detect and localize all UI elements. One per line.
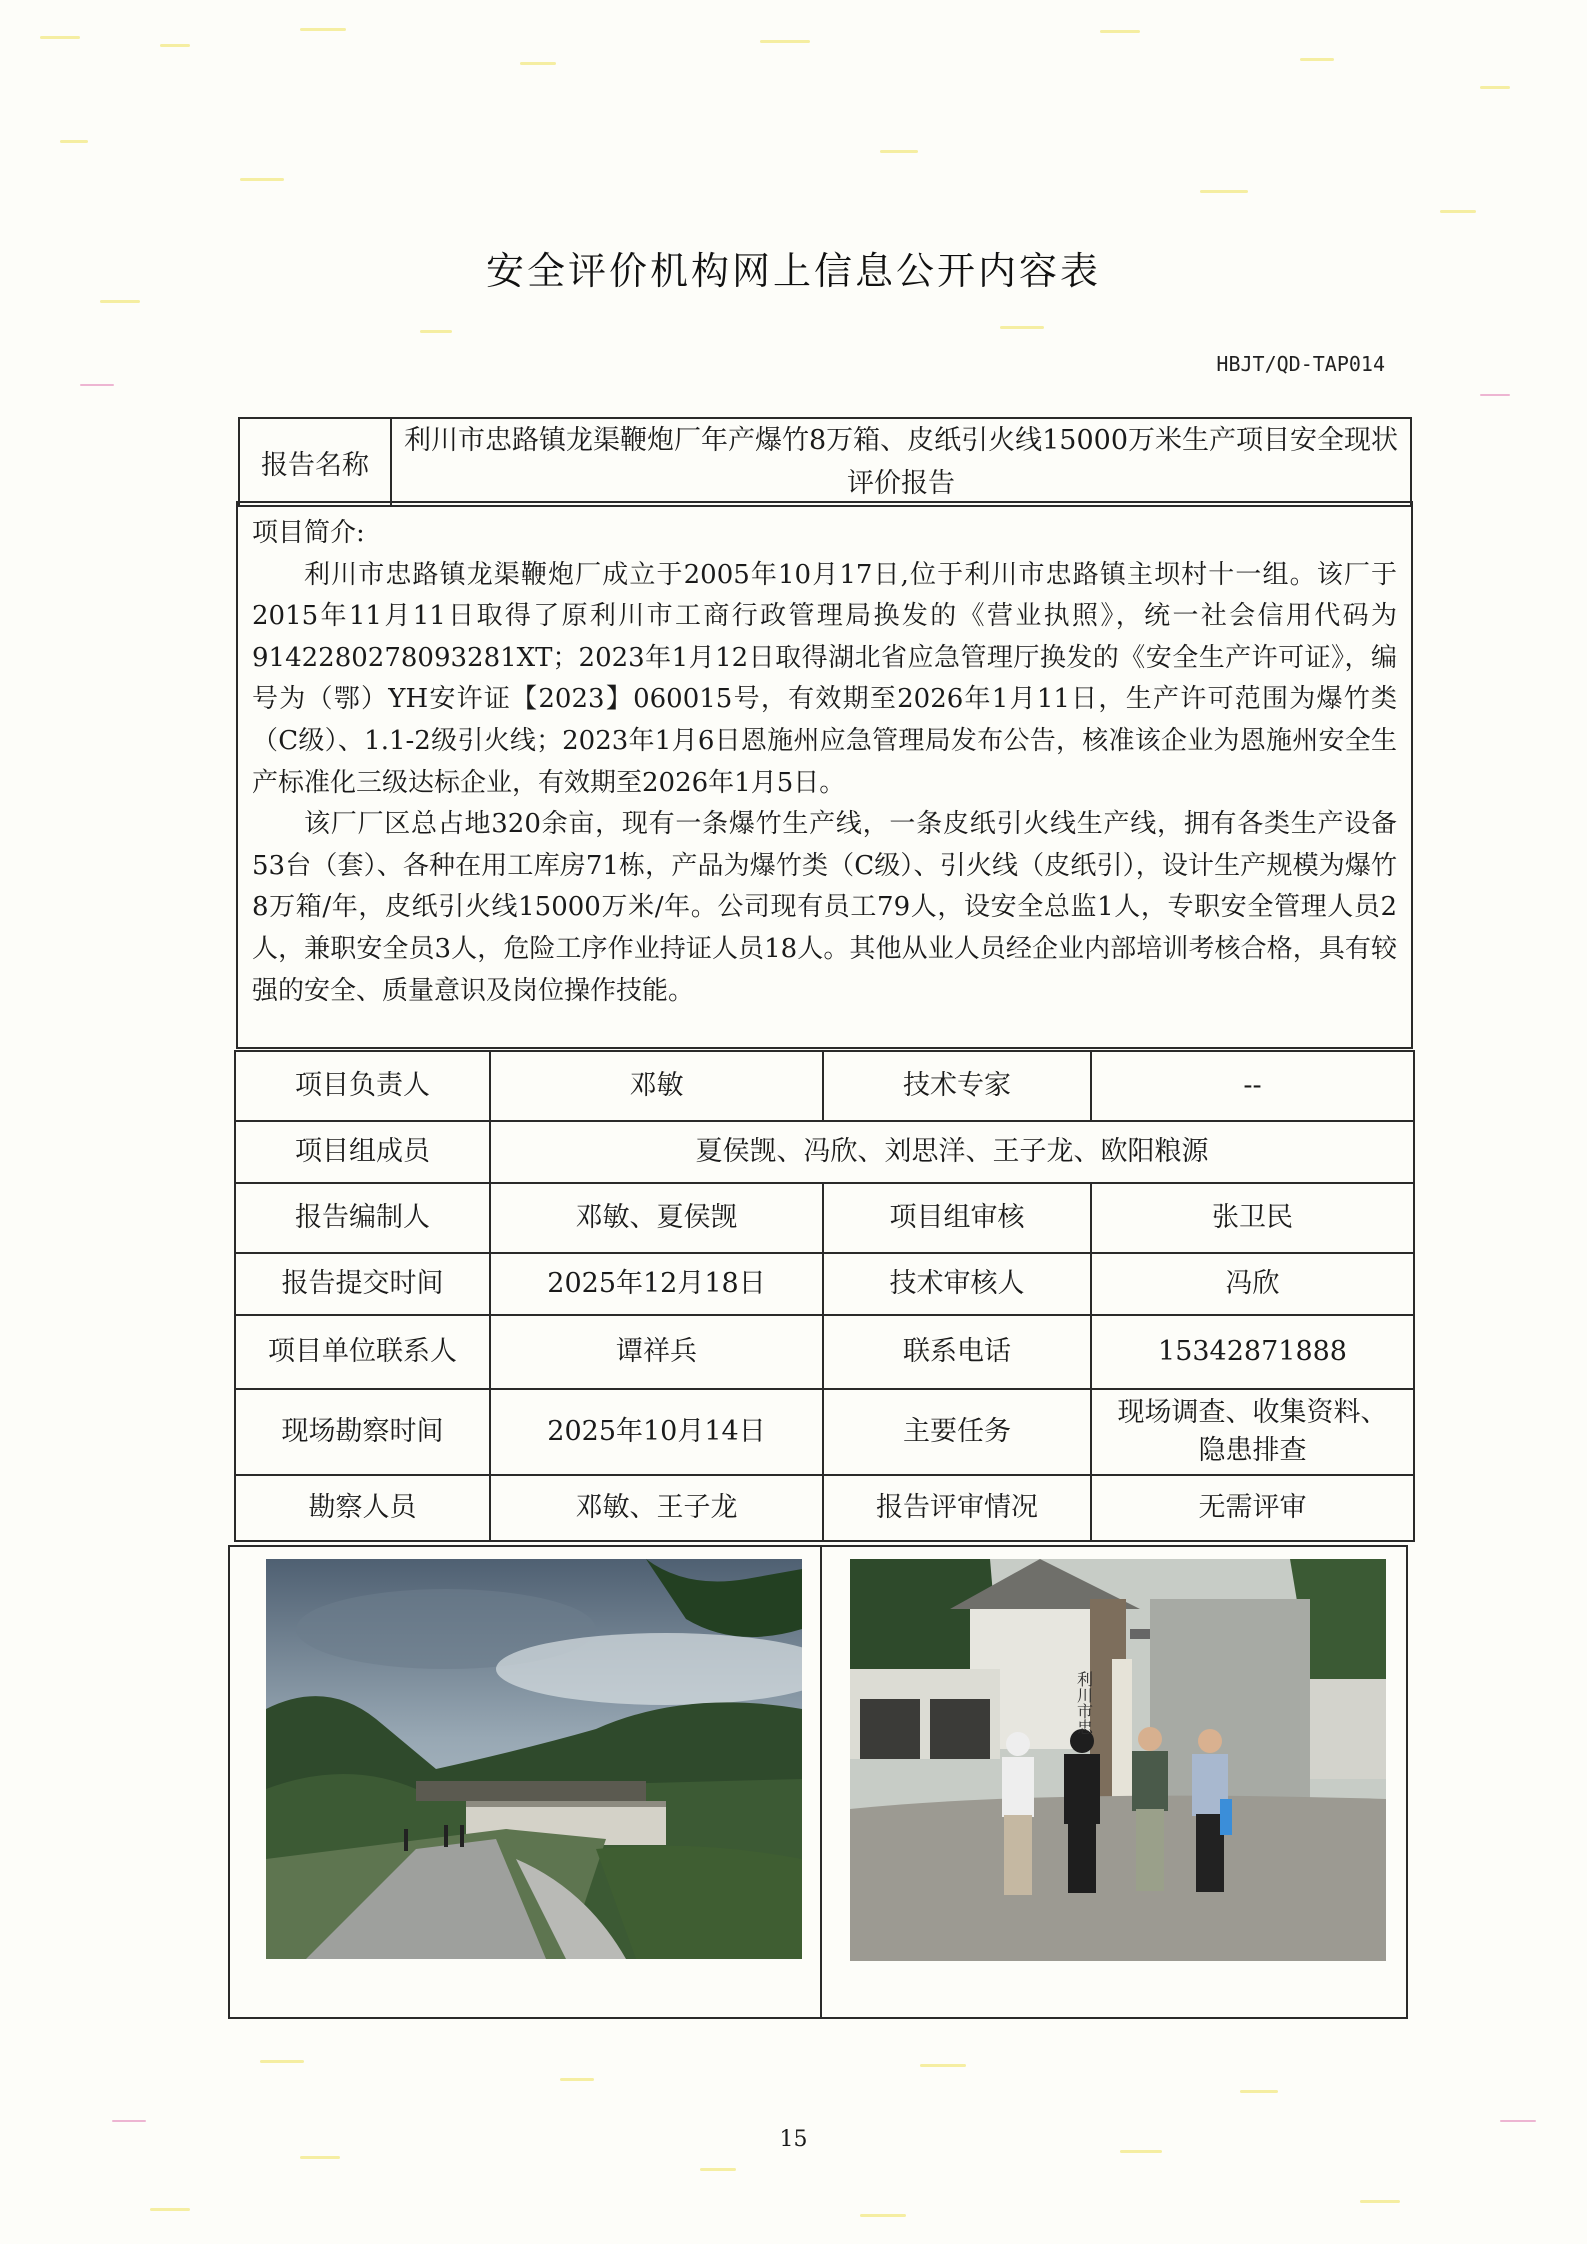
table-row: [235, 1315, 1414, 1389]
cell-label: 报告编制人: [235, 1183, 490, 1253]
cell-label: 项目组审核: [823, 1183, 1091, 1253]
cell-label: 主要任务: [823, 1389, 1091, 1475]
factory-road-photo: [266, 1559, 802, 1959]
cell-value: 邓敏、王子龙: [490, 1475, 823, 1541]
cell-label: 项目单位联系人: [235, 1315, 490, 1389]
cell-value: 冯欣: [1091, 1253, 1414, 1315]
table-row: [235, 1475, 1414, 1541]
report-name-label: 报告名称: [239, 418, 391, 506]
cell-value: 邓敏、夏侯觊: [490, 1183, 823, 1253]
report-name-value: 利川市忠路镇龙渠鞭炮厂年产爆竹8万箱、皮纸引火线15000万米生产项目安全现状评价报告: [391, 418, 1411, 506]
cell-value: --: [1091, 1051, 1414, 1121]
cell-label: 技术专家: [823, 1051, 1091, 1121]
cell-label: 项目组成员: [235, 1121, 490, 1183]
project-intro: [236, 501, 1413, 1049]
cell-value: 15342871888: [1091, 1315, 1414, 1389]
table-row: [235, 1253, 1414, 1315]
cell-label: 联系电话: [823, 1315, 1091, 1389]
report-name-table: [238, 417, 1412, 507]
document-code: HBJT/QD-TAP014: [1216, 352, 1385, 376]
cell-value: 无需评审: [1091, 1475, 1414, 1541]
cell-value: 2025年10月14日: [490, 1389, 823, 1475]
task-line: 现场调查、收集资料、: [1117, 1397, 1388, 1428]
factory-gate-group-photo: [850, 1559, 1386, 1961]
task-line: 隐患排查: [1198, 1435, 1307, 1466]
gate-sign-text: 利川市忠: [1074, 1671, 1094, 1735]
cell-value: 谭祥兵: [490, 1315, 823, 1389]
cell-label: 项目负责人: [235, 1051, 490, 1121]
intro-heading: 项目简介:: [252, 518, 365, 548]
cell-value: [1091, 1389, 1414, 1475]
cell-label: 现场勘察时间: [235, 1389, 490, 1475]
intro-paragraph: 利川市忠路镇龙渠鞭炮厂成立于2005年10月17日,位于利川市忠路镇主坝村十一组。该厂于2015年11月11日取得了原利川市工商行政管理局换发的《营业执照》，统一社会信用代码为9142280278093281XT；2023年1月12日取得湖北省应急管理厅换发的《安全生产许可证》，编号为（鄂）YH安许证【2023】060015号，有效期至2026年1月11日，生产许可范围为爆竹类（C级）、1.1-2级引火线；2023年1月6日恩施州应急管理局发布公告，核准该企业为恩施州安全生产标准化三级达标企业，有效期至2026年1月5日。: [252, 559, 1397, 798]
cell-value: 夏侯觊、冯欣、刘思洋、王子龙、欧阳粮源: [490, 1121, 1414, 1183]
cell-label: 报告评审情况: [823, 1475, 1091, 1541]
table-row: [235, 1051, 1414, 1121]
document-title: 安全评价机构网上信息公开内容表: [485, 249, 1101, 293]
cell-label: 勘察人员: [235, 1475, 490, 1541]
photo-divider: [820, 1547, 822, 2017]
cell-label: 技术审核人: [823, 1253, 1091, 1315]
cell-value: 2025年12月18日: [490, 1253, 823, 1315]
cell-value: 邓敏: [490, 1051, 823, 1121]
intro-paragraph: 该厂厂区总占地320余亩，现有一条爆竹生产线，一条皮纸引火线生产线，拥有各类生产设备53台（套）、各种在用工库房71栋，产品为爆竹类（C级）、引火线（皮纸引），设计生产规模为爆竹8万箱/年，皮纸引火线15000万米/年。公司现有员工79人，设安全总监1人，专职安全管理人员2人，兼职安全员3人，危险工序作业持证人员18人。其他从业人员经企业内部培训考核合格，具有较强的安全、质量意识及岗位操作技能。: [252, 809, 1397, 1006]
project-info-table: [234, 1050, 1415, 1542]
cell-value: 张卫民: [1091, 1183, 1414, 1253]
page-number: 15: [779, 2127, 808, 2152]
table-row: [235, 1389, 1414, 1475]
site-photos: [228, 1545, 1408, 2019]
table-row: [235, 1183, 1414, 1253]
cell-label: 报告提交时间: [235, 1253, 490, 1315]
table-row: [235, 1121, 1414, 1183]
